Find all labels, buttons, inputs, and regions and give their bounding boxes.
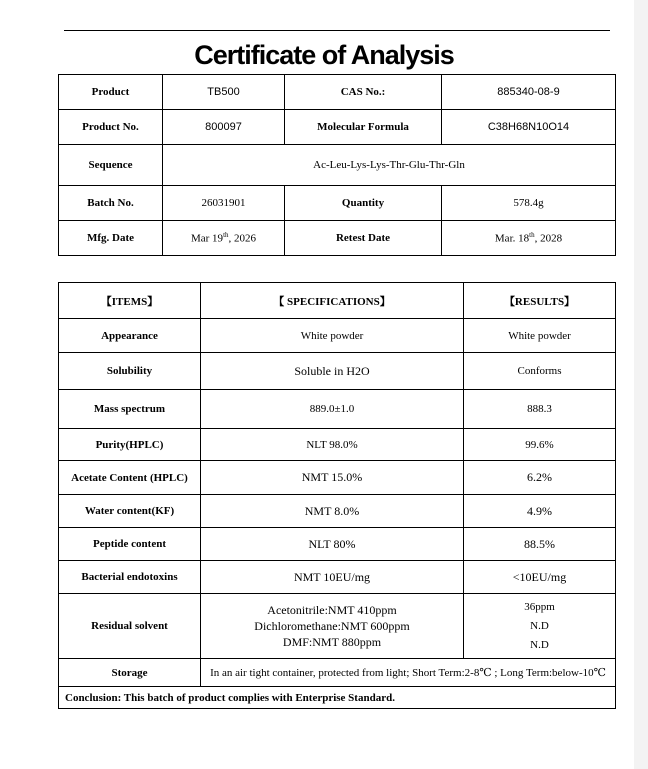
product-value: TB500 <box>163 75 285 110</box>
test-result: Conforms <box>464 353 616 390</box>
test-item: Appearance <box>59 319 201 353</box>
retest-date-label: Retest Date <box>285 221 442 256</box>
cas-value: 885340-08-9 <box>442 75 616 110</box>
test-result: White powder <box>464 319 616 353</box>
solvent-spec: Acetonitrile:NMT 410ppm <box>267 603 397 617</box>
quantity-value: 578.4g <box>442 186 616 221</box>
test-item: Acetate Content (HPLC) <box>59 461 201 495</box>
product-no-label: Product No. <box>59 110 163 145</box>
test-row <box>59 461 616 495</box>
test-spec: 889.0±1.0 <box>201 390 464 429</box>
test-result: 6.2% <box>464 461 616 495</box>
test-result: 99.6% <box>464 429 616 461</box>
test-results-table <box>58 282 616 709</box>
sequence-label: Sequence <box>59 145 163 186</box>
test-item: Purity(HPLC) <box>59 429 201 461</box>
test-row <box>59 319 616 353</box>
info-row-sequence <box>59 145 616 186</box>
solvent-result: 36ppm <box>524 600 555 613</box>
test-result: 88.5% <box>464 528 616 561</box>
batch-label: Batch No. <box>59 186 163 221</box>
storage-label: Storage <box>59 659 201 687</box>
test-spec: NMT 10EU/mg <box>201 561 464 594</box>
product-label: Product <box>59 75 163 110</box>
info-row-batch <box>59 186 616 221</box>
storage-row <box>59 659 616 687</box>
test-item: Bacterial endotoxins <box>59 561 201 594</box>
mfg-date-value: Mar 19th, 2026 <box>163 221 285 256</box>
header-specifications: 【 SPECIFICATIONS】 <box>201 283 464 319</box>
test-result: 888.3 <box>464 390 616 429</box>
test-row <box>59 429 616 461</box>
info-row-product-no <box>59 110 616 145</box>
residual-solvent-row <box>59 594 616 659</box>
formula-label: Molecular Formula <box>285 110 442 145</box>
mfg-date-label: Mfg. Date <box>59 221 163 256</box>
test-item: Mass spectrum <box>59 390 201 429</box>
test-result: <10EU/mg <box>464 561 616 594</box>
conclusion-text: Conclusion: This batch of product complies with Enterprise Standard. <box>59 687 616 709</box>
test-item: Peptide content <box>59 528 201 561</box>
quantity-label: Quantity <box>285 186 442 221</box>
solvent-spec: DMF:NMT 880ppm <box>282 635 382 649</box>
product-no-value: 800097 <box>163 110 285 145</box>
test-spec: NMT 15.0% <box>201 461 464 495</box>
document-title: Certificate of Analysis <box>194 40 454 70</box>
solvent-result: N.D <box>530 619 549 632</box>
formula-value: C38H68N10O14 <box>442 110 616 145</box>
retest-date-value: Mar. 18th, 2028 <box>442 221 616 256</box>
test-row <box>59 561 616 594</box>
tests-header-row <box>59 283 616 319</box>
test-row <box>59 528 616 561</box>
test-result: 4.9% <box>464 495 616 528</box>
cas-label: CAS No.: <box>285 75 442 110</box>
test-row <box>59 353 616 390</box>
residual-solvent-label: Residual solvent <box>59 594 201 659</box>
solvent-result: N.D <box>530 638 549 651</box>
residual-solvent-specs <box>201 594 464 659</box>
info-row-product <box>59 75 616 110</box>
test-spec: NMT 8.0% <box>201 495 464 528</box>
test-row <box>59 495 616 528</box>
test-row <box>59 390 616 429</box>
header-results: 【RESULTS】 <box>464 283 616 319</box>
product-info-table <box>58 74 616 256</box>
solvent-spec: Dichloromethane:NMT 600ppm <box>254 619 410 633</box>
residual-solvent-results <box>464 594 616 659</box>
test-spec: NLT 98.0% <box>201 429 464 461</box>
conclusion-row <box>59 687 616 709</box>
header-items: 【ITEMS】 <box>59 283 201 319</box>
test-spec: White powder <box>201 319 464 353</box>
page-edge <box>634 0 648 769</box>
top-rule <box>64 30 610 31</box>
test-item: Water content(KF) <box>59 495 201 528</box>
test-spec: Soluble in H2O <box>201 353 464 390</box>
info-row-dates <box>59 221 616 256</box>
test-spec: NLT 80% <box>201 528 464 561</box>
sequence-value: Ac-Leu-Lys-Lys-Thr-Glu-Thr-Gln <box>163 145 616 186</box>
batch-value: 26031901 <box>163 186 285 221</box>
test-item: Solubility <box>59 353 201 390</box>
storage-value: In an air tight container, protected from light; Short Term:2-8℃ ; Long Term:below-10℃ <box>201 659 616 687</box>
